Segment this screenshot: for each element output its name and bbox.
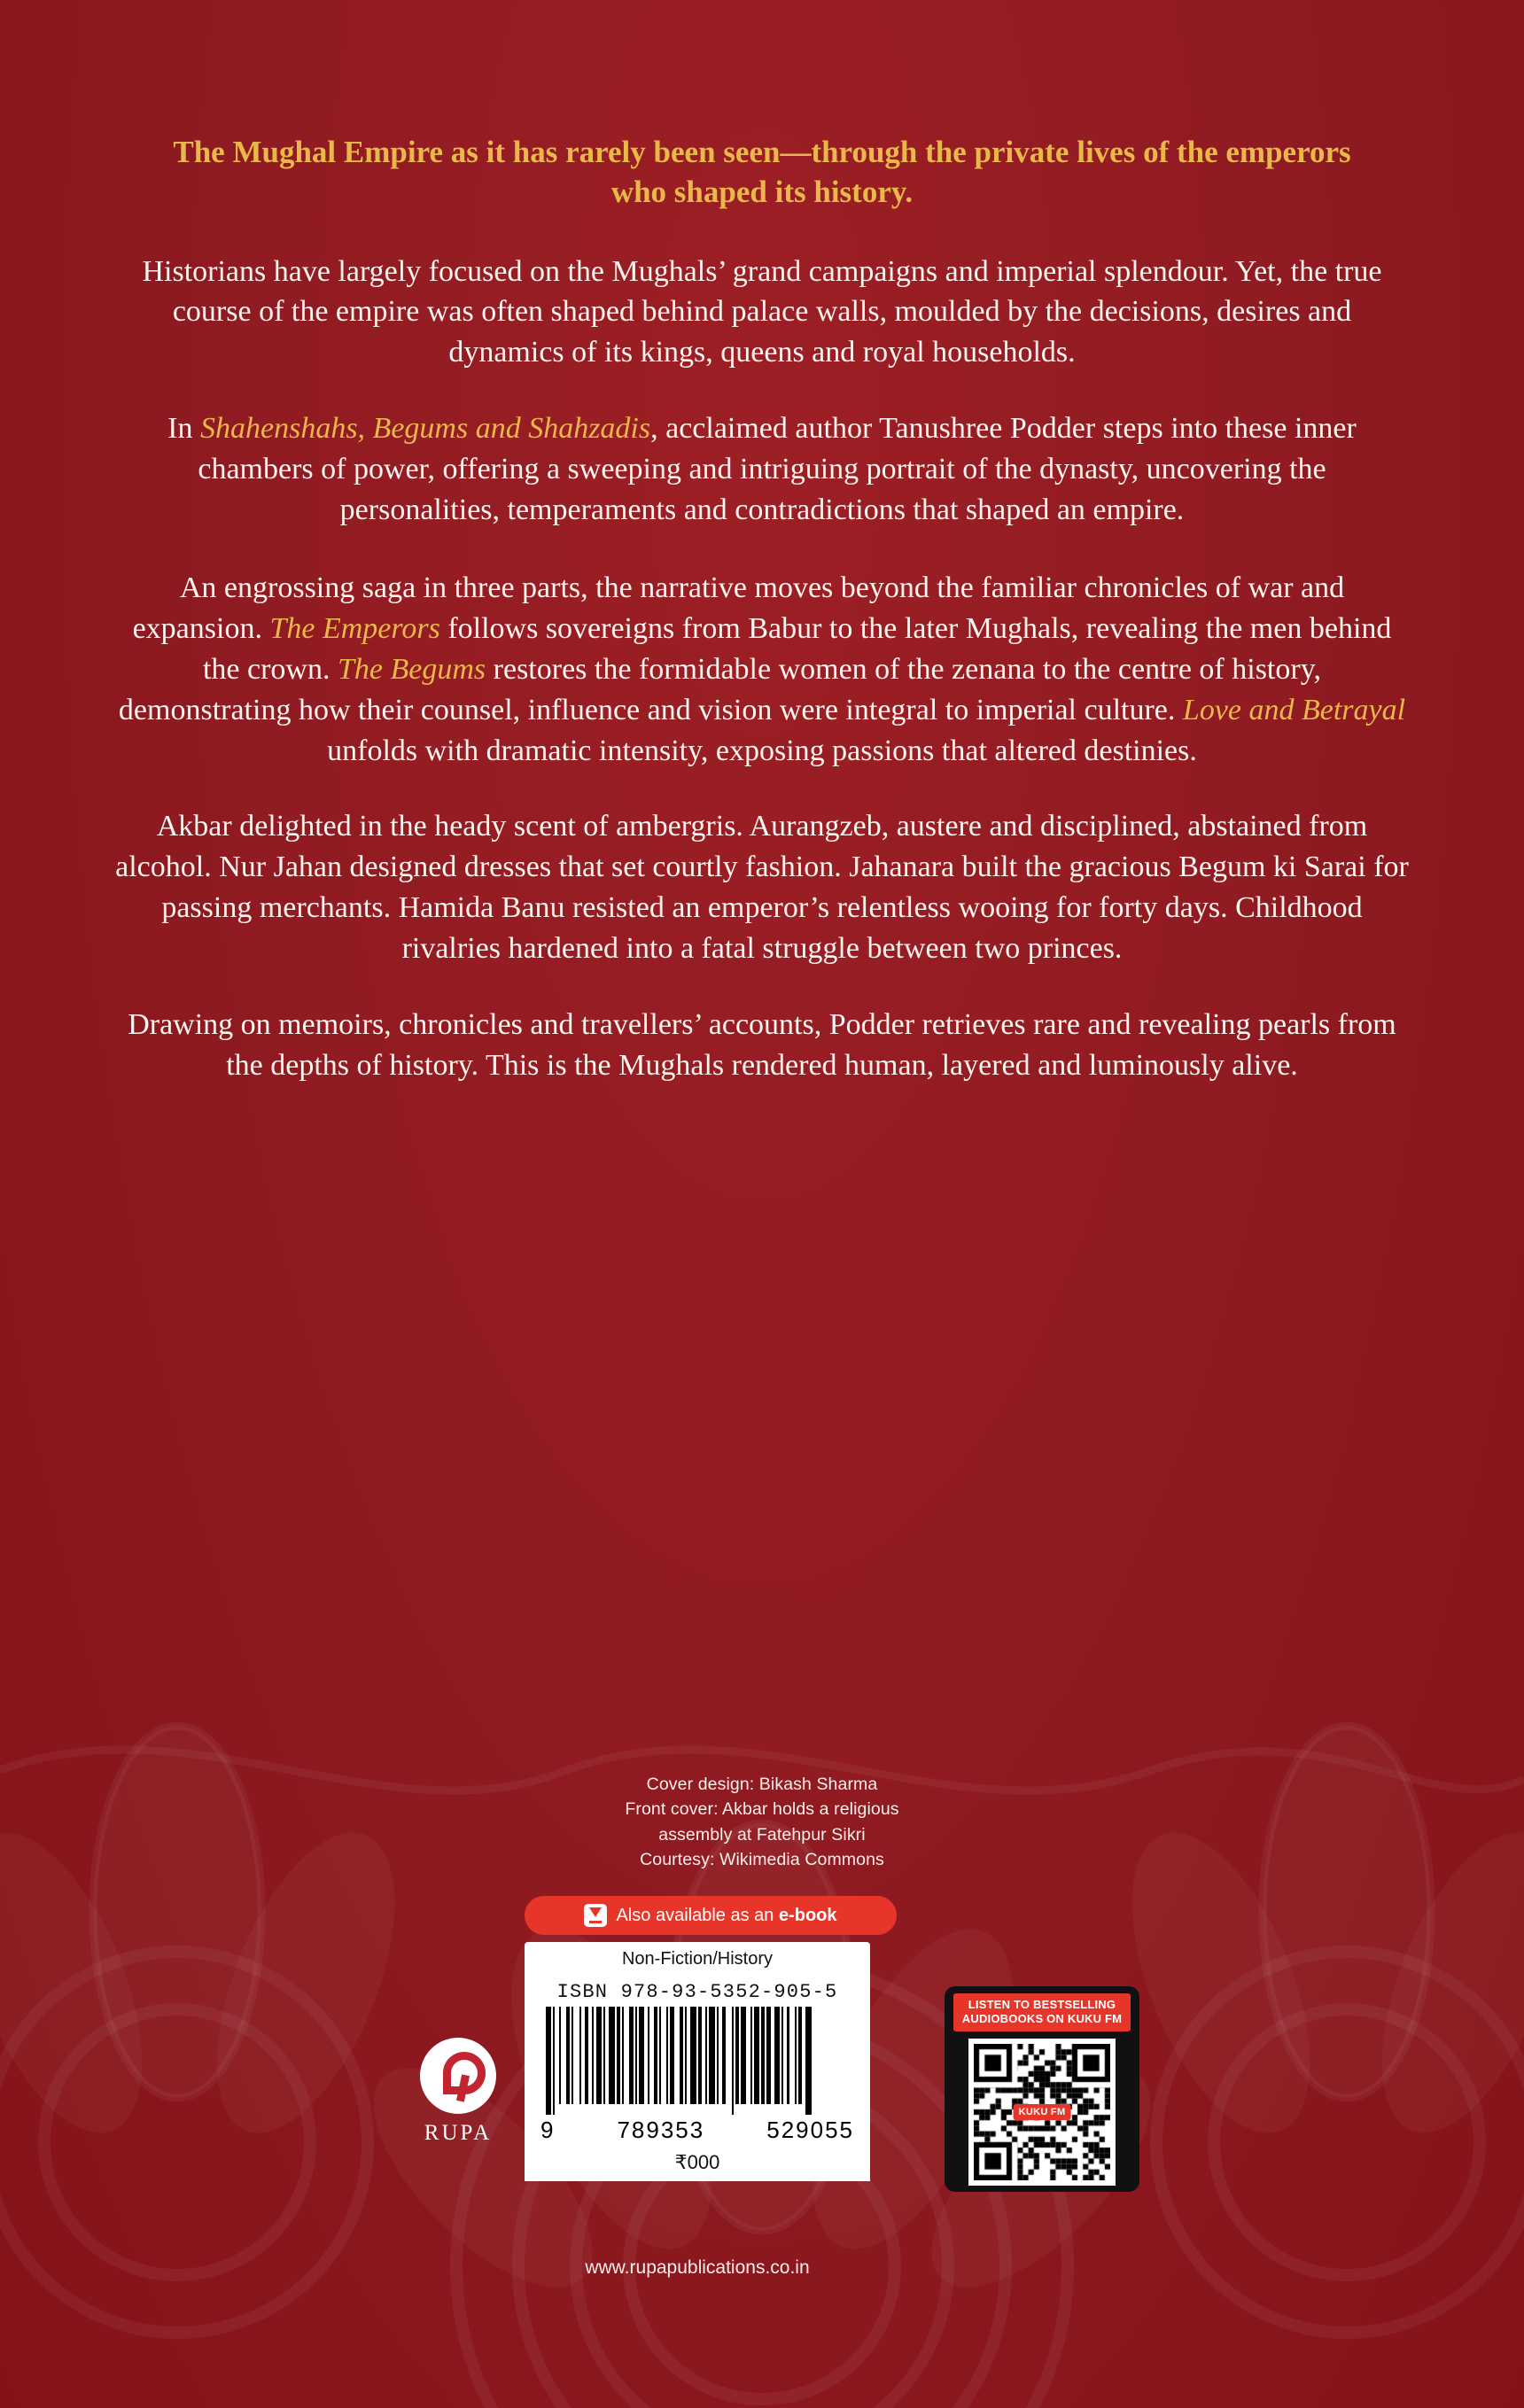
tagline: The Mughal Empire as it has rarely been seen—through the private lives of the emperors who shaped its history. — [173, 135, 1351, 209]
ebook-label: Also available as an e-book — [616, 1905, 837, 1925]
cover-credits — [0, 1772, 1524, 1872]
qr-code[interactable] — [968, 2039, 1116, 2186]
qr-code-brand-badge: KUKU FM — [1014, 2104, 1071, 2120]
blurb-text — [115, 133, 1409, 1122]
price-label: ₹000 — [674, 2151, 720, 2173]
download-icon — [584, 1904, 607, 1927]
barcode-digit-group-right: 529055 — [766, 2117, 854, 2143]
credit-line: Front cover: Akbar holds a religious — [625, 1799, 899, 1820]
book-title-mention: The Begums — [338, 652, 486, 686]
blurb-paragraph-4 — [115, 806, 1409, 969]
text-run: Drawing on memoirs, chronicles and travellers’ accounts, Podder retrieves rare and revealing pearls from the depths of history. This is the Mughals rendered human, layered and luminously alive. — [128, 1007, 1396, 1082]
blurb-paragraph-1 — [115, 252, 1409, 374]
book-title-mention: Love and Betrayal — [1182, 693, 1406, 726]
isbn-number: ISBN 978-93-5352-905-5 — [556, 1981, 838, 2003]
rupa-r-logo-icon — [420, 2038, 496, 2114]
text-run: restores the formidable women of the zenana to the centre of history, demonstrating how their counsel, influence and vision were integral to imperial culture. — [118, 652, 1321, 726]
barcode-digits — [540, 2117, 854, 2144]
text-run: follows sovereigns from Babur to the later Mughals, revealing the men behind the crown. — [202, 611, 1392, 686]
text-run: In — [167, 412, 200, 446]
kuku-fm-heading: LISTEN TO BESTSELLING AUDIOBOOKS ON KUKU FM — [953, 1993, 1131, 2031]
publisher-website[interactable]: www.rupapublications.co.in — [585, 2257, 810, 2278]
isbn-block — [525, 1976, 870, 2181]
barcode — [546, 2007, 849, 2115]
text-run: An engrossing saga in three parts, the narrative moves beyond the familiar chronicles of war and expansion. — [132, 571, 1345, 645]
book-title-mention: Shahenshahs, Begums and Shahzadis — [200, 412, 651, 446]
publisher-logo — [409, 2038, 507, 2146]
blurb-paragraph-2 — [115, 408, 1409, 531]
book-title-mention: The Emperors — [269, 611, 440, 645]
text-run: , acclaimed author Tanushree Podder steps into these inner chambers of power, offering a sweeping and intriguing portrait of the dynasty, uncovering the personalities, temperaments and contradictions that shaped an empire. — [198, 412, 1357, 527]
blurb-paragraph-3 — [115, 568, 1409, 771]
barcode-digit-group-mid: 789353 — [617, 2117, 705, 2143]
text-run: Akbar delighted in the heady scent of ambergris. Aurangzeb, austere and disciplined, abstained from alcohol. Nur Jahan designed dresses that set courtly fashion. Jahanara built the gracious Begum ki Sarai for passing merchants. Hamida Banu resisted an emperor’s relentless wooing for forty days. Childhood rivalries hardened into a fatal struggle between two princes. — [115, 810, 1409, 966]
credit-line: Cover design: Bikash Sharma — [646, 1775, 878, 1794]
genre-label: Non-Fiction/History — [525, 1942, 870, 1976]
kuku-fm-panel[interactable] — [945, 1986, 1139, 2192]
ebook-availability-badge — [525, 1896, 897, 1935]
credit-line: assembly at Fatehpur Sikri — [658, 1824, 866, 1845]
publisher-name: RUPA — [424, 2121, 493, 2145]
credit-line: Courtesy: Wikimedia Commons — [640, 1849, 884, 1869]
text-run: unfolds with dramatic intensity, exposing passions that altered destinies. — [327, 734, 1197, 767]
barcode-digit-group-left: 9 — [540, 2117, 556, 2143]
blurb-paragraph-5 — [115, 1005, 1409, 1086]
text-run: Historians have largely focused on the Mughals’ grand campaigns and imperial splendour. Yet, the true course of the empire was often shaped behind palace walls, moulded by the decisions, desires and dynamics of its kings, queens and royal households. — [142, 254, 1382, 369]
